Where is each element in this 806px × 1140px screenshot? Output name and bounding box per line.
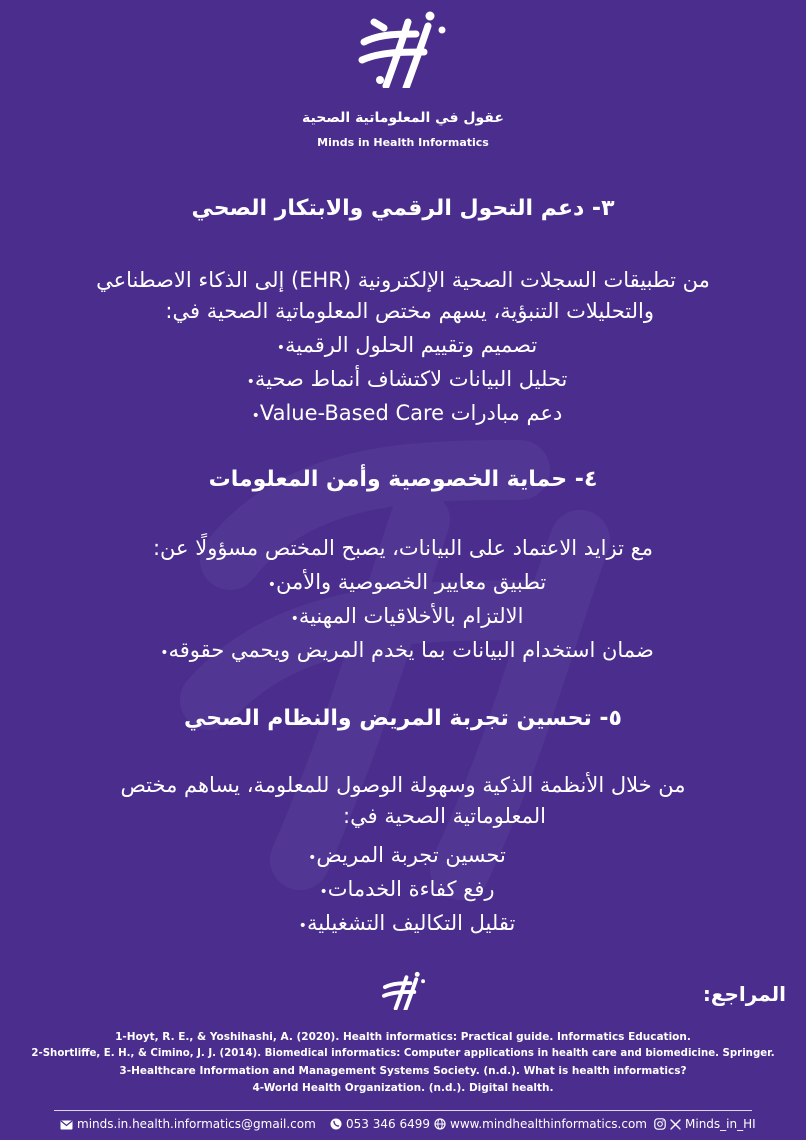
list-item: ضمان استخدام البيانات بما يخدم المريض ويحمي حقوقه• bbox=[160, 638, 654, 662]
list-item: تحليل البيانات لاكتشاف أنماط صحية• bbox=[246, 367, 568, 391]
footer-phone[interactable] bbox=[330, 1117, 430, 1131]
list-item: الالتزام بالأخلاقيات المهنية• bbox=[290, 604, 524, 628]
whatsapp-icon bbox=[330, 1118, 342, 1130]
email-icon bbox=[60, 1120, 73, 1130]
section-3-intro-line-2: والتحليلات التنبؤية، يسهم مختص المعلوماتية الصحية في: bbox=[165, 299, 654, 323]
reference-2: 2-Shortliffe, E. H., & Cimino, J. J. (2014). Biomedical informatics: Computer applications in health care and biomedicine. Springer. bbox=[31, 1048, 775, 1059]
list-item: تطبيق معايير الخصوصية والأمن• bbox=[267, 570, 547, 594]
section-3-intro-line-1: من تطبيقات السجلات الصحية الإلكترونية (EHR) إلى الذكاء الاصطناعي bbox=[96, 268, 710, 292]
footer-email[interactable] bbox=[60, 1117, 316, 1131]
footer-website[interactable] bbox=[434, 1117, 647, 1131]
x-twitter-icon bbox=[670, 1119, 681, 1130]
list-item: تحسين تجربة المريض• bbox=[308, 843, 506, 867]
section-4-intro bbox=[40, 533, 766, 564]
list-item: رفع كفاءة الخدمات• bbox=[319, 877, 495, 901]
section-3-intro bbox=[40, 265, 766, 327]
brand-name-english: Minds in Health Informatics bbox=[317, 136, 489, 149]
references-title: المراجع: bbox=[702, 982, 786, 1006]
brand-logo-icon bbox=[358, 8, 448, 88]
footer-social-text: Minds_in_HI bbox=[685, 1117, 756, 1131]
footer-phone-text: 053 346 6499 bbox=[346, 1117, 430, 1131]
section-5-intro bbox=[40, 770, 766, 832]
section-4-bullet-list bbox=[0, 565, 806, 667]
list-item: دعم مبادرات Value-Based Care• bbox=[251, 401, 563, 425]
reference-4: 4-World Health Organization. (n.d.). Digital health. bbox=[252, 1082, 554, 1094]
reference-3: 3-Healthcare Information and Management Systems Society. (n.d.). What is health informatics? bbox=[119, 1065, 687, 1077]
section-4-heading: ٤- حماية الخصوصية وأمن المعلومات bbox=[208, 467, 598, 492]
section-3-bullet-list bbox=[0, 328, 806, 430]
list-item: تقليل التكاليف التشغيلية• bbox=[298, 911, 516, 935]
section-3-heading: ٣- دعم التحول الرقمي والابتكار الصحي bbox=[191, 196, 615, 221]
small-logo-icon bbox=[382, 970, 426, 1010]
section-5-intro-line-1: من خلال الأنظمة الذكية وسهولة الوصول للمعلومة، يساهم مختص bbox=[120, 773, 686, 797]
section-5-intro-line-2: المعلوماتية الصحية في: bbox=[343, 804, 546, 828]
footer-divider bbox=[54, 1110, 752, 1111]
footer-social[interactable] bbox=[654, 1117, 756, 1131]
section-5-bullet-list bbox=[0, 838, 806, 940]
footer-email-text: minds.in.health.informatics@gmail.com bbox=[77, 1117, 316, 1131]
brand-name-arabic: عقول في المعلوماتية الصحية bbox=[302, 110, 504, 126]
reference-1: 1-Hoyt, R. E., & Yoshihashi, A. (2020). Health informatics: Practical guide. Informatics Education. bbox=[115, 1031, 691, 1043]
footer-website-text: www.mindhealthinformatics.com bbox=[450, 1117, 647, 1131]
instagram-icon bbox=[654, 1118, 666, 1130]
list-item: تصميم وتقييم الحلول الرقمية• bbox=[276, 333, 538, 357]
section-5-heading: ٥- تحسين تجربة المريض والنظام الصحي bbox=[184, 706, 622, 731]
section-4-intro-line-1: مع تزايد الاعتماد على البيانات، يصبح المختص مسؤولًا عن: bbox=[152, 536, 654, 560]
globe-icon bbox=[434, 1118, 446, 1130]
